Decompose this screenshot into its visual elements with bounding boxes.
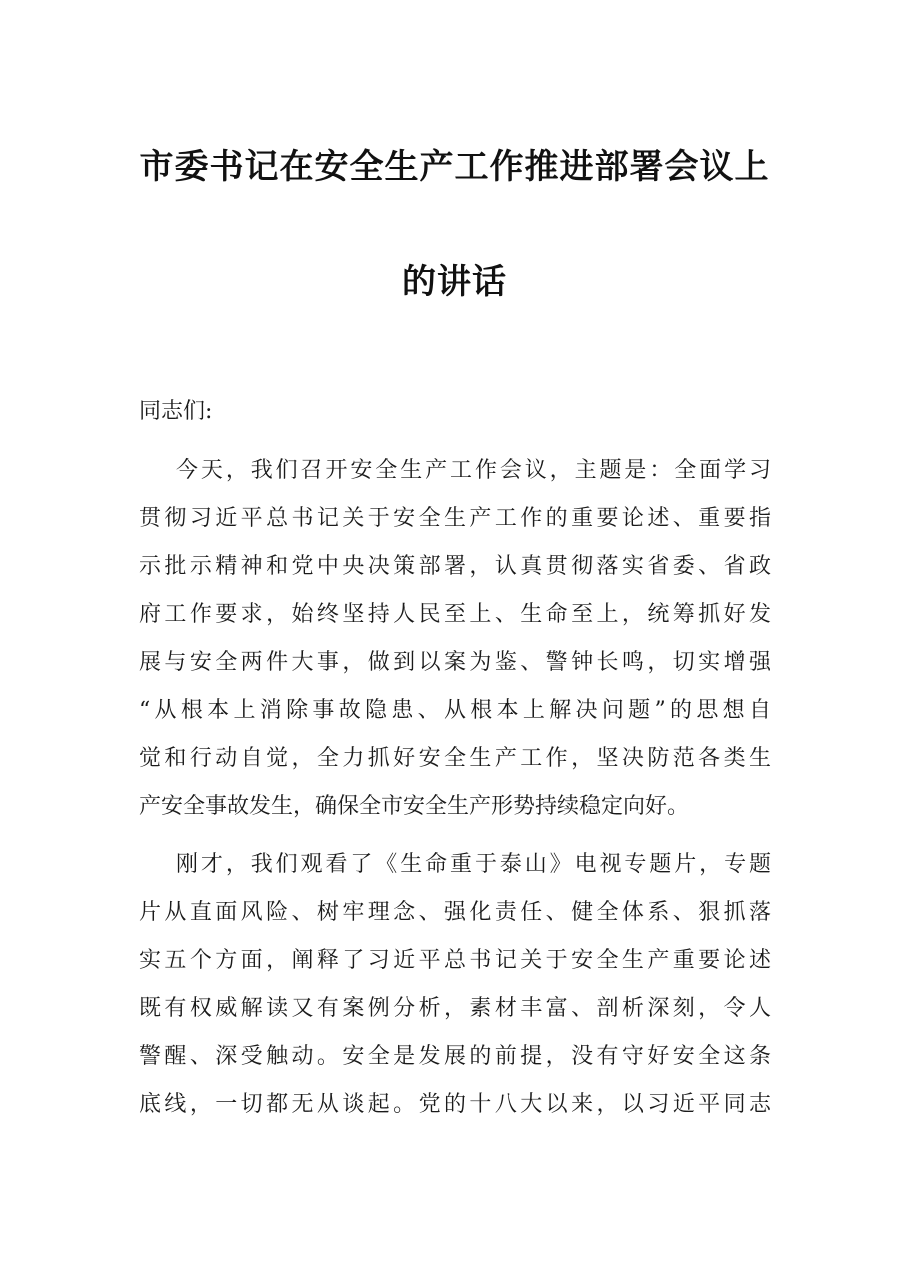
paragraph-line: 警醒、深受触动。安全是发展的前提，没有守好安全这条 [139, 1044, 771, 1069]
paragraph-line: 府工作要求，始终坚持人民至上、生命至上，统筹抓好发 [139, 602, 771, 627]
salutation: 同志们: [139, 399, 213, 424]
document-title-line-2: 的讲话 [402, 262, 507, 302]
paragraph-line: 示批示精神和党中央决策部署，认真贯彻落实省委、省政 [139, 554, 771, 579]
paragraph-line: 展与安全两件大事，做到以案为鉴、警钟长鸣，切实增强 [139, 650, 771, 675]
document-title-line-1: 市委书记在安全生产工作推进部署会议上 [139, 147, 770, 187]
paragraph-line: 既有权威解读又有案例分析，素材丰富、剖析深刻，令人 [139, 996, 771, 1021]
paragraph-line: 贯彻习近平总书记关于安全生产工作的重要论述、重要指 [139, 506, 771, 531]
paragraph-line: “从根本上消除事故隐患、从根本上解决问题”的思想自 [139, 698, 771, 723]
paragraph-line: 实五个方面，阐释了习近平总书记关于安全生产重要论述 [139, 948, 771, 973]
paragraph-line: 今天，我们召开安全生产工作会议，主题是：全面学习 [176, 458, 771, 483]
paragraph-line: 刚才，我们观看了《生命重于泰山》电视专题片，专题 [176, 852, 771, 877]
paragraph-line: 觉和行动自觉，全力抓好安全生产工作，坚决防范各类生 [139, 746, 771, 771]
paragraph-line: 片从直面风险、树牢理念、强化责任、健全体系、狠抓落 [139, 900, 771, 925]
paragraph-line: 产安全事故发生，确保全市安全生产形势持续稳定向好。 [139, 794, 690, 819]
paragraph-line: 底线，一切都无从谈起。党的十八大以来，以习近平同志 [139, 1092, 771, 1117]
